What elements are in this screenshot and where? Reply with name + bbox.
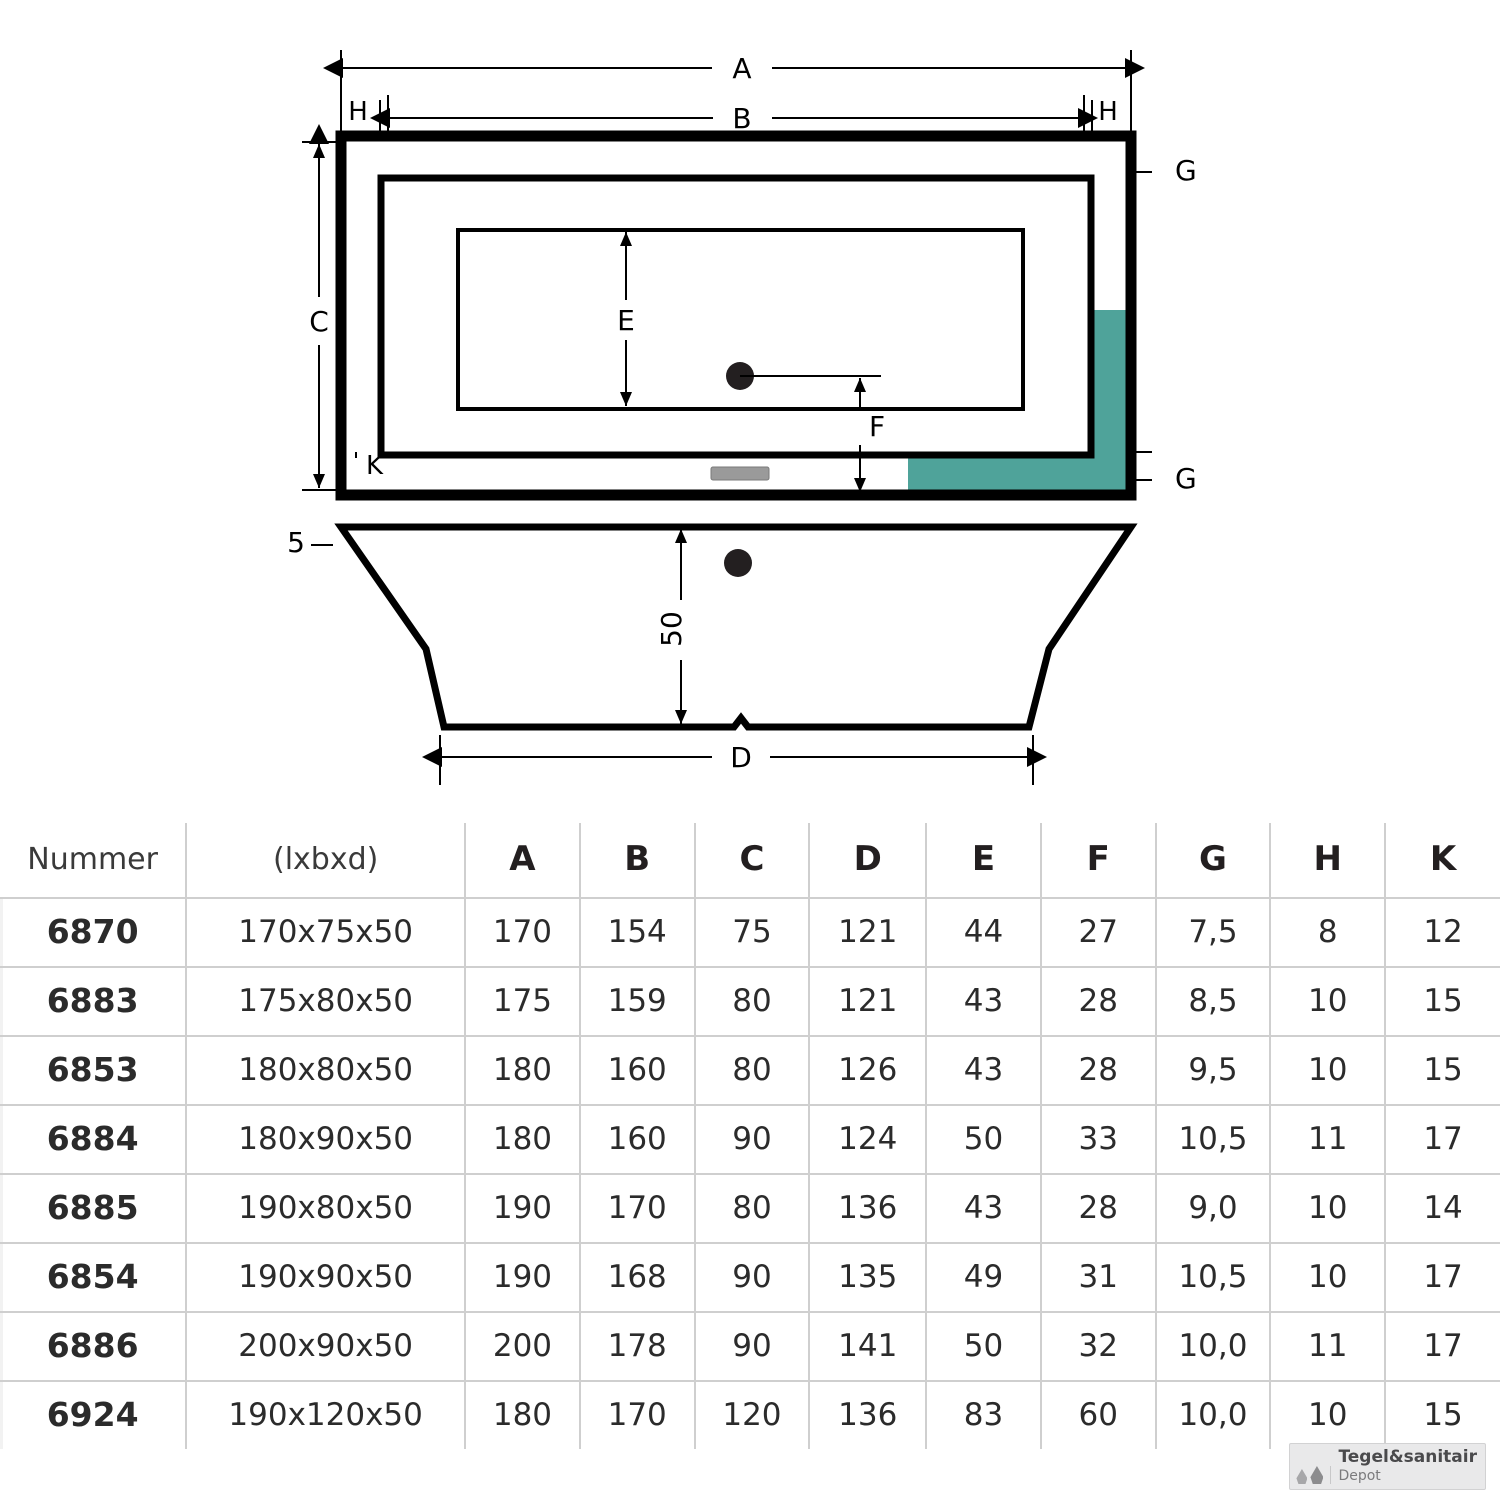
table-row [0,1174,1500,1243]
cell-nummer: 6870 [0,898,186,967]
cell-a: 180 [465,1036,580,1105]
cell-d: 135 [809,1243,926,1312]
cell-c: 120 [695,1381,810,1449]
cell-c: 80 [695,1036,810,1105]
table-row [0,1105,1500,1174]
cell-b: 159 [580,967,695,1036]
col-header-f: F [1041,823,1156,898]
cell-d: 136 [809,1174,926,1243]
cell-f: 27 [1041,898,1156,967]
water-drop-small-icon [1296,1469,1307,1484]
col-header-d: D [809,823,926,898]
dimension-table-wrapper [0,823,1500,1449]
watermark-subbrand: Depot [1338,1468,1381,1485]
cell-a: 180 [465,1381,580,1449]
dim-label-5: 5 [287,526,305,559]
cell-k: 14 [1385,1174,1500,1243]
cell-k: 12 [1385,898,1500,967]
cell-f: 31 [1041,1243,1156,1312]
cell-e: 50 [926,1312,1041,1381]
cell-d: 136 [809,1381,926,1449]
cell-nummer: 6854 [0,1243,186,1312]
cell-nummer: 6885 [0,1174,186,1243]
cell-d: 126 [809,1036,926,1105]
cell-k: 15 [1385,1036,1500,1105]
cell-dims: 180x90x50 [186,1105,465,1174]
cell-g: 10,0 [1156,1381,1271,1449]
cell-e: 43 [926,967,1041,1036]
water-drop-large-icon [1310,1466,1323,1484]
cell-b: 160 [580,1105,695,1174]
cell-f: 33 [1041,1105,1156,1174]
cell-nummer: 6924 [0,1381,186,1449]
cell-g: 10,5 [1156,1105,1271,1174]
cell-c: 75 [695,898,810,967]
dim-label-h-left: H [348,97,368,127]
cell-e: 49 [926,1243,1041,1312]
cell-c: 80 [695,1174,810,1243]
cell-f: 28 [1041,967,1156,1036]
dim-label-e: E [617,304,635,337]
cell-d: 121 [809,967,926,1036]
cell-c: 90 [695,1243,810,1312]
col-header-k: K [1385,823,1500,898]
dimension-table [0,823,1500,1449]
cell-dims: 190x120x50 [186,1381,465,1449]
tub-rim-outline [381,178,1091,455]
cell-e: 83 [926,1381,1041,1449]
cell-e: 43 [926,1036,1041,1105]
col-header-g: G [1156,823,1271,898]
dim-label-k: K [366,451,384,481]
cell-e: 44 [926,898,1041,967]
cell-nummer: 6886 [0,1312,186,1381]
accent-fill [908,310,1130,495]
overflow-plate [711,467,769,480]
watermark-text [1338,1449,1477,1484]
col-header-dims: (lxbxd) [186,823,465,898]
cell-d: 121 [809,898,926,967]
dim-label-b: B [732,102,752,135]
cell-dims: 190x80x50 [186,1174,465,1243]
col-header-e: E [926,823,1041,898]
dim-label-g-bottom: G [1175,462,1197,495]
dim-label-f: F [868,410,886,443]
cell-a: 200 [465,1312,580,1381]
table-header-row [0,823,1500,898]
cell-k: 17 [1385,1243,1500,1312]
cell-b: 160 [580,1036,695,1105]
cell-g: 10,0 [1156,1312,1271,1381]
cell-nummer: 6884 [0,1105,186,1174]
dim-label-h-right: H [1098,97,1118,127]
cell-a: 170 [465,898,580,967]
col-header-c: C [695,823,810,898]
cell-b: 168 [580,1243,695,1312]
cell-c: 90 [695,1105,810,1174]
cell-h: 10 [1270,967,1385,1036]
cell-h: 11 [1270,1105,1385,1174]
water-drop-icon [1296,1466,1331,1484]
cell-k: 15 [1385,967,1500,1036]
cell-dims: 190x90x50 [186,1243,465,1312]
cell-f: 28 [1041,1174,1156,1243]
cell-g: 8,5 [1156,967,1271,1036]
cell-d: 141 [809,1312,926,1381]
col-header-nummer: Nummer [0,823,186,898]
dim-label-g-top: G [1175,154,1197,187]
cell-k: 17 [1385,1312,1500,1381]
dim-label-c: C [309,305,329,338]
cell-k: 15 [1385,1381,1500,1449]
drain-hole-section [724,549,752,577]
cell-dims: 175x80x50 [186,967,465,1036]
cell-e: 43 [926,1174,1041,1243]
table-row [0,1243,1500,1312]
table-row [0,1312,1500,1381]
cell-h: 10 [1270,1036,1385,1105]
cell-g: 9,5 [1156,1036,1271,1105]
dim-label-d: D [730,741,752,774]
cell-h: 8 [1270,898,1385,967]
cell-nummer: 6883 [0,967,186,1036]
col-header-a: A [465,823,580,898]
cell-k: 17 [1385,1105,1500,1174]
cell-g: 9,0 [1156,1174,1271,1243]
cell-h: 11 [1270,1312,1385,1381]
watermark-logo [1289,1443,1486,1490]
cell-b: 170 [580,1174,695,1243]
cell-a: 190 [465,1243,580,1312]
cell-h: 10 [1270,1243,1385,1312]
col-header-h: H [1270,823,1385,898]
cell-b: 154 [580,898,695,967]
watermark-brand: Tegel&sanitair [1338,1447,1477,1468]
cell-b: 178 [580,1312,695,1381]
cell-nummer: 6853 [0,1036,186,1105]
col-header-b: B [580,823,695,898]
cell-f: 60 [1041,1381,1156,1449]
table-row [0,967,1500,1036]
cell-dims: 170x75x50 [186,898,465,967]
cell-f: 28 [1041,1036,1156,1105]
table-row [0,898,1500,967]
cell-h: 10 [1270,1174,1385,1243]
cell-g: 10,5 [1156,1243,1271,1312]
dim-label-50: 50 [655,611,688,647]
cell-e: 50 [926,1105,1041,1174]
cell-a: 175 [465,967,580,1036]
cell-g: 7,5 [1156,898,1271,967]
dim-label-a: A [732,52,752,85]
cell-a: 190 [465,1174,580,1243]
cell-h: 10 [1270,1381,1385,1449]
cell-a: 180 [465,1105,580,1174]
cell-d: 124 [809,1105,926,1174]
cell-dims: 180x80x50 [186,1036,465,1105]
cell-f: 32 [1041,1312,1156,1381]
cell-c: 90 [695,1312,810,1381]
table-row [0,1036,1500,1105]
cell-b: 170 [580,1381,695,1449]
cell-dims: 200x90x50 [186,1312,465,1381]
cell-c: 80 [695,967,810,1036]
table-row [0,1381,1500,1449]
